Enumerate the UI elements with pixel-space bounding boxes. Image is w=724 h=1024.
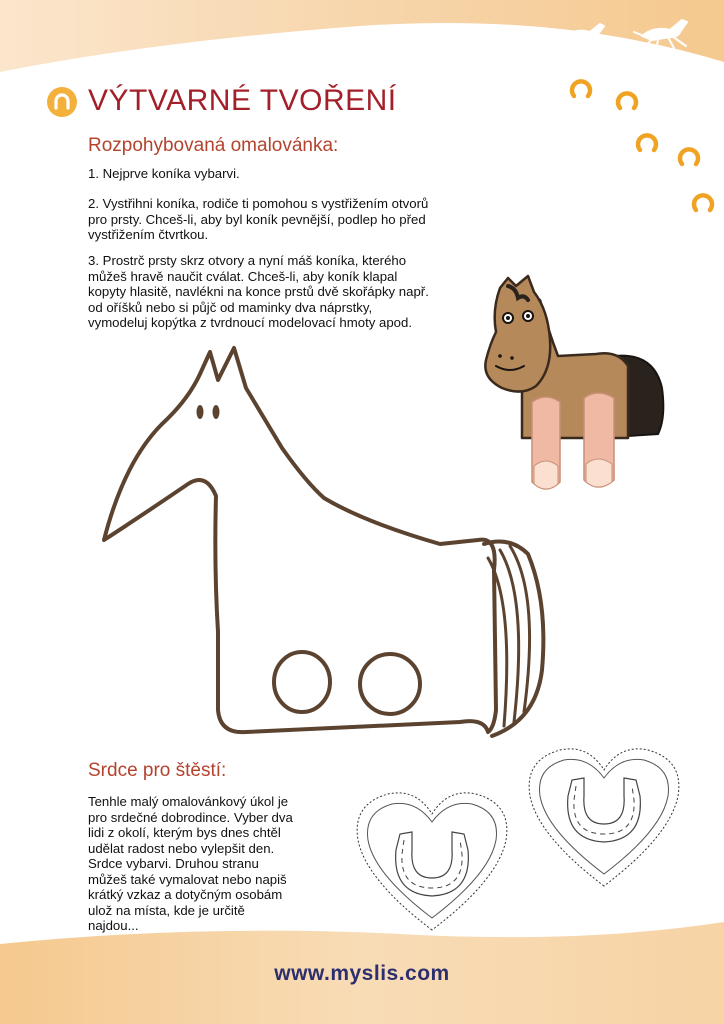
horseshoe-icon	[638, 135, 656, 150]
text-line: kopyty hlasitě, navlékni na konce prstů dvě skořápky např.	[88, 284, 429, 299]
text-line: můžeš také vymalovat nebo napiš	[88, 871, 287, 887]
text-line: Tenhle malý omalovánkový úkol je	[88, 794, 289, 809]
text-line: od oříšků nebo si půjč od maminky dva náprstky,	[88, 299, 373, 315]
horse-eye	[197, 405, 204, 419]
text-line: pro srdečné dobrodince. Vyber dva	[88, 809, 293, 825]
text-line: krátký vzkaz a dotyčným osobám	[88, 887, 283, 902]
horse-outline	[104, 348, 496, 732]
section-heading-coloring: Rozpohybovaná omalovánka:	[88, 135, 339, 156]
horseshoe-icon	[680, 149, 698, 164]
text-line: pro prsty. Chceš-li, aby byl koník pevnější, podlep ho před	[88, 211, 426, 227]
running-horses-decoration	[560, 14, 720, 58]
instruction-step-3	[88, 253, 429, 331]
horseshoe-icon	[618, 93, 636, 108]
title-horseshoe-icon	[46, 86, 78, 118]
finger-right	[584, 393, 614, 487]
finger-hole-right	[360, 654, 420, 714]
heart-right	[529, 749, 679, 886]
heart-instructions	[88, 794, 293, 934]
text-line: ulož na místa, kde je určitě	[88, 902, 245, 918]
heart-left	[357, 793, 507, 930]
finger-hole-left	[274, 652, 330, 712]
horseshoe-icon	[572, 81, 590, 96]
text-line: udělat radost nebo vylepšit den.	[88, 840, 275, 856]
text-line: 2. Vystřihni koníka, rodiče ti pomohou s vystřižením otvorů	[88, 196, 429, 211]
website-link[interactable]: www.myslis.com	[274, 962, 450, 985]
text-line: najdou...	[88, 918, 139, 933]
text-line: vystřižením čtvrtkou.	[88, 227, 209, 242]
horse-eye	[213, 405, 220, 419]
horseshoe-icon	[694, 195, 712, 210]
text-line: Srdce vybarvi. Druhou stranu	[88, 856, 259, 871]
horseshoe-trail	[560, 62, 724, 222]
text-line: 1. Nejprve koníka vybarvi.	[88, 166, 240, 181]
horse-coloring-outline	[96, 340, 556, 744]
text-line: vymodeluj kopýtka z tvrdnoucí modelovací hmoty apod.	[88, 315, 412, 330]
section-heading-heart: Srdce pro štěstí:	[88, 760, 227, 781]
text-line: lidi z okolí, kterým bys dnes chtěl	[88, 825, 281, 840]
heart-cards	[348, 736, 692, 936]
page-title: VÝTVARNÉ TVOŘENÍ	[88, 84, 397, 117]
text-line: 3. Prostrč prsty skrz otvory a nyní máš koníka, kterého	[88, 253, 407, 268]
instruction-step-1	[88, 166, 240, 182]
text-line: můžeš hravě naučit cválat. Chceš-li, aby koník klapal	[88, 268, 398, 284]
instruction-step-2	[88, 196, 428, 243]
